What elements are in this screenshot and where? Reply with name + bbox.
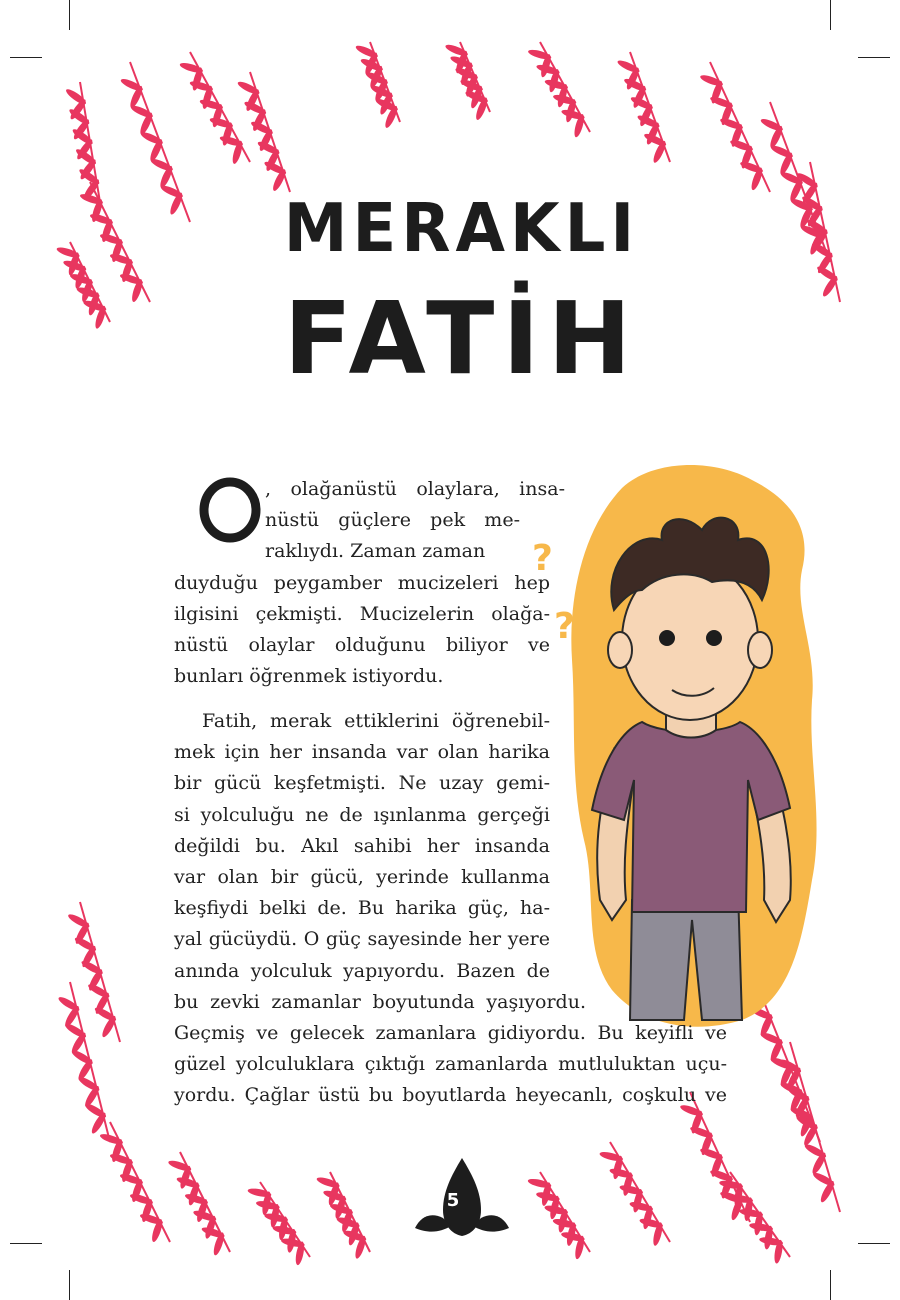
title-line-2: FATİH bbox=[283, 280, 640, 397]
text-line: Fatih, merak ettiklerini öğrenebil- bbox=[202, 710, 550, 732]
page-number: 5 bbox=[446, 1190, 460, 1211]
crop-mark bbox=[10, 1243, 42, 1244]
text-line: güzel yolculuklara çıktığı zamanlarda mutluluktan uçu- bbox=[174, 1053, 727, 1076]
text-line: değildi bu. Akıl sahibi her insanda bbox=[174, 834, 550, 857]
crop-mark bbox=[858, 57, 890, 58]
text-line: ilgisini çekmişti. Mucizelerin olağa- bbox=[174, 602, 550, 625]
text-line: Geçmiş ve gelecek zamanlara gidiyordu. Bu keyifli ve bbox=[174, 1022, 727, 1044]
text-line: duyduğu peygamber mucizeleri hep bbox=[174, 571, 550, 594]
paragraph-2 bbox=[174, 706, 586, 1018]
text-line: , olağanüstü olaylara, insa- bbox=[265, 478, 565, 500]
text-line: nüstü olaylar olduğunu biliyor ve bbox=[174, 633, 550, 656]
text-line: yal gücüydü. O güç sayesinde her yere bbox=[174, 928, 550, 951]
crop-mark bbox=[69, 1270, 70, 1300]
question-mark-icon: ? bbox=[532, 538, 553, 579]
book-page bbox=[70, 42, 853, 1260]
crop-mark bbox=[10, 57, 42, 58]
text-line: var olan bir gücü, yerinde kullanma bbox=[174, 865, 550, 888]
text-line: nüstü güçlere pek me- bbox=[265, 509, 520, 532]
text-line: raklıydı. Zaman zaman bbox=[265, 540, 486, 563]
text-line: keşfiydi belki de. Bu harika güç, ha- bbox=[174, 897, 550, 920]
drop-cap bbox=[198, 476, 262, 544]
crop-mark bbox=[69, 0, 70, 30]
text-line: bunları öğrenmek istiyordu. bbox=[174, 665, 444, 688]
question-mark-icon: ? bbox=[780, 568, 801, 609]
paragraph-1-wrapped bbox=[265, 474, 565, 568]
crop-mark bbox=[858, 1243, 890, 1244]
crop-mark bbox=[830, 1270, 831, 1300]
paragraph-1 bbox=[174, 568, 550, 693]
boy-illustration bbox=[532, 460, 830, 1030]
text-line: mek için her insanda var olan harika bbox=[174, 741, 550, 764]
question-mark-icon: ? bbox=[554, 606, 575, 647]
crop-mark bbox=[830, 0, 831, 30]
text-line: si yolculuğu ne de ışınlanma gerçeği bbox=[174, 803, 550, 826]
text-line: bu zevki zamanlar boyutunda yaşıyordu. bbox=[174, 990, 586, 1013]
title-line-1: MERAKLI bbox=[283, 190, 640, 268]
text-line: anında yolculuk yapıyordu. Bazen de bbox=[174, 959, 550, 982]
text-line: bir gücü keşfetmişti. Ne uzay gemi- bbox=[174, 772, 550, 795]
text-line: yordu. Çağlar üstü bu boyutlarda heyecanlı, coşkulu ve bbox=[174, 1084, 727, 1107]
paragraph-2-continued bbox=[174, 1018, 727, 1112]
